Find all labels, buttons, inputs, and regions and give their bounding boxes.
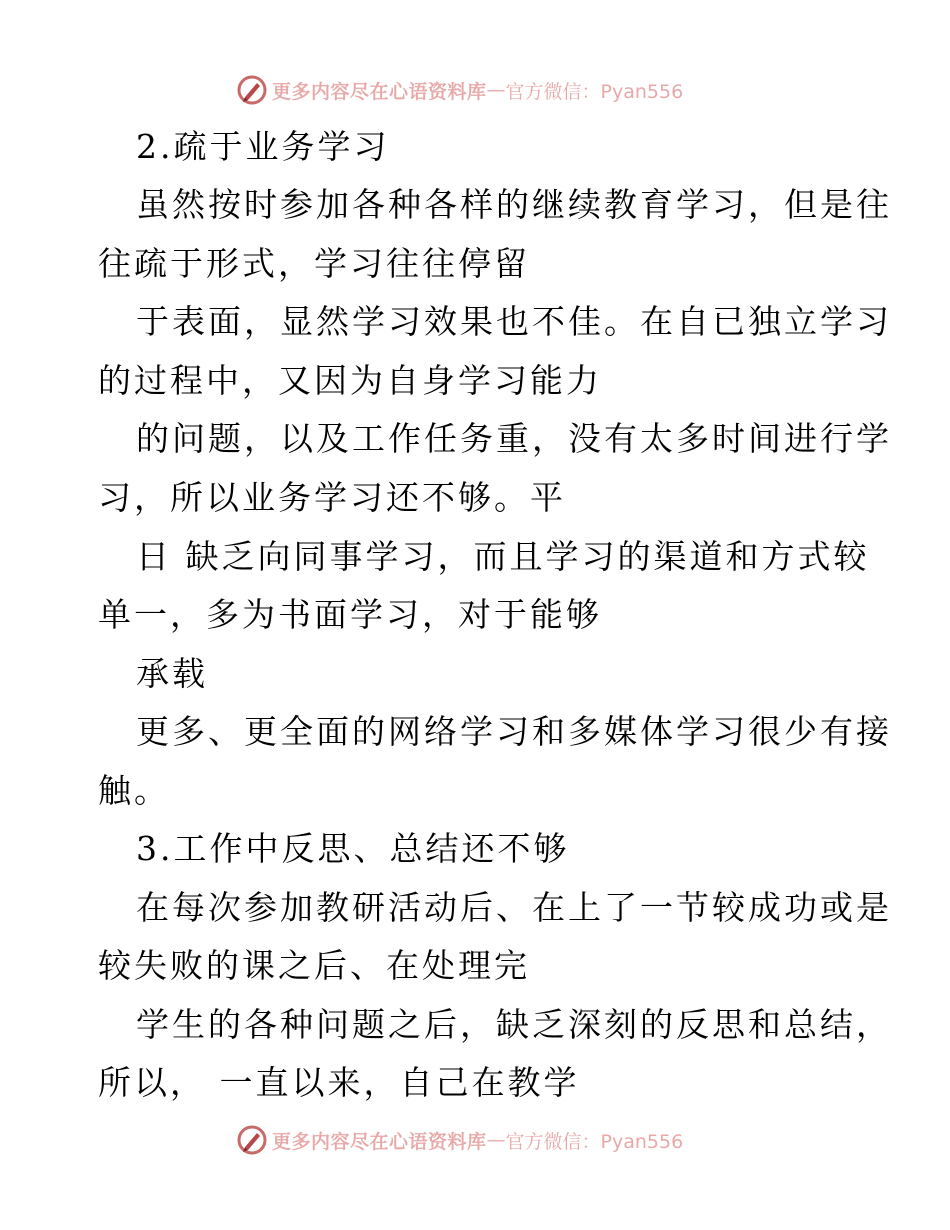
text-line: 日 缺乏向同事学习，而且学习的渠道和方式较 — [136, 537, 870, 576]
pen-logo-icon — [236, 74, 268, 106]
text-line: 的过程中，又因为自身学习能力 — [98, 361, 602, 400]
heading-line: 2.疏于业务学习 — [136, 127, 390, 166]
watermark-main-text: 更多内容尽在心语资料库 — [272, 80, 487, 103]
text-line: 于表面，显然学习效果也不佳。在自已独立学习 — [136, 302, 892, 341]
watermark-main-text: 更多内容尽在心语资料库 — [272, 1130, 487, 1153]
header-watermark — [236, 72, 683, 108]
watermark-wechat-text: 官方微信：Pyan556 — [505, 80, 684, 103]
text-line: 学生的各种问题之后，缺乏深刻的反思和总结， — [136, 1005, 892, 1044]
pen-logo-icon — [236, 1124, 268, 1156]
text-line: 虽然按时参加各种各样的继续教育学习，但是往 — [136, 185, 892, 224]
text-line: 所以， 一直以来，自己在教学 — [98, 1063, 580, 1102]
text-line: 往疏于形式，学习往往停留 — [98, 244, 530, 283]
text-line: 单一，多为书面学习，对于能够 — [98, 595, 602, 634]
watermark-wechat-text: 官方微信：Pyan556 — [505, 1130, 684, 1153]
watermark-separator: — — [486, 1129, 506, 1151]
text-line: 承载 — [136, 654, 208, 693]
heading-line: 3.工作中反思、总结还不够 — [136, 829, 570, 868]
footer-watermark — [236, 1122, 683, 1158]
text-line: 更多、更全面的网络学习和多媒体学习很少有接 — [136, 712, 892, 751]
text-line: 在每次参加教研活动后、在上了一节较成功或是 — [136, 888, 892, 927]
text-line: 较失败的课之后、在处理完 — [98, 946, 530, 985]
text-line: 的问题，以及工作任务重，没有太多时间进行学 — [136, 419, 892, 458]
watermark-separator: — — [486, 79, 506, 101]
text-line: 习，所以业务学习还不够。平 — [98, 478, 566, 517]
text-line: 触。 — [98, 771, 170, 810]
